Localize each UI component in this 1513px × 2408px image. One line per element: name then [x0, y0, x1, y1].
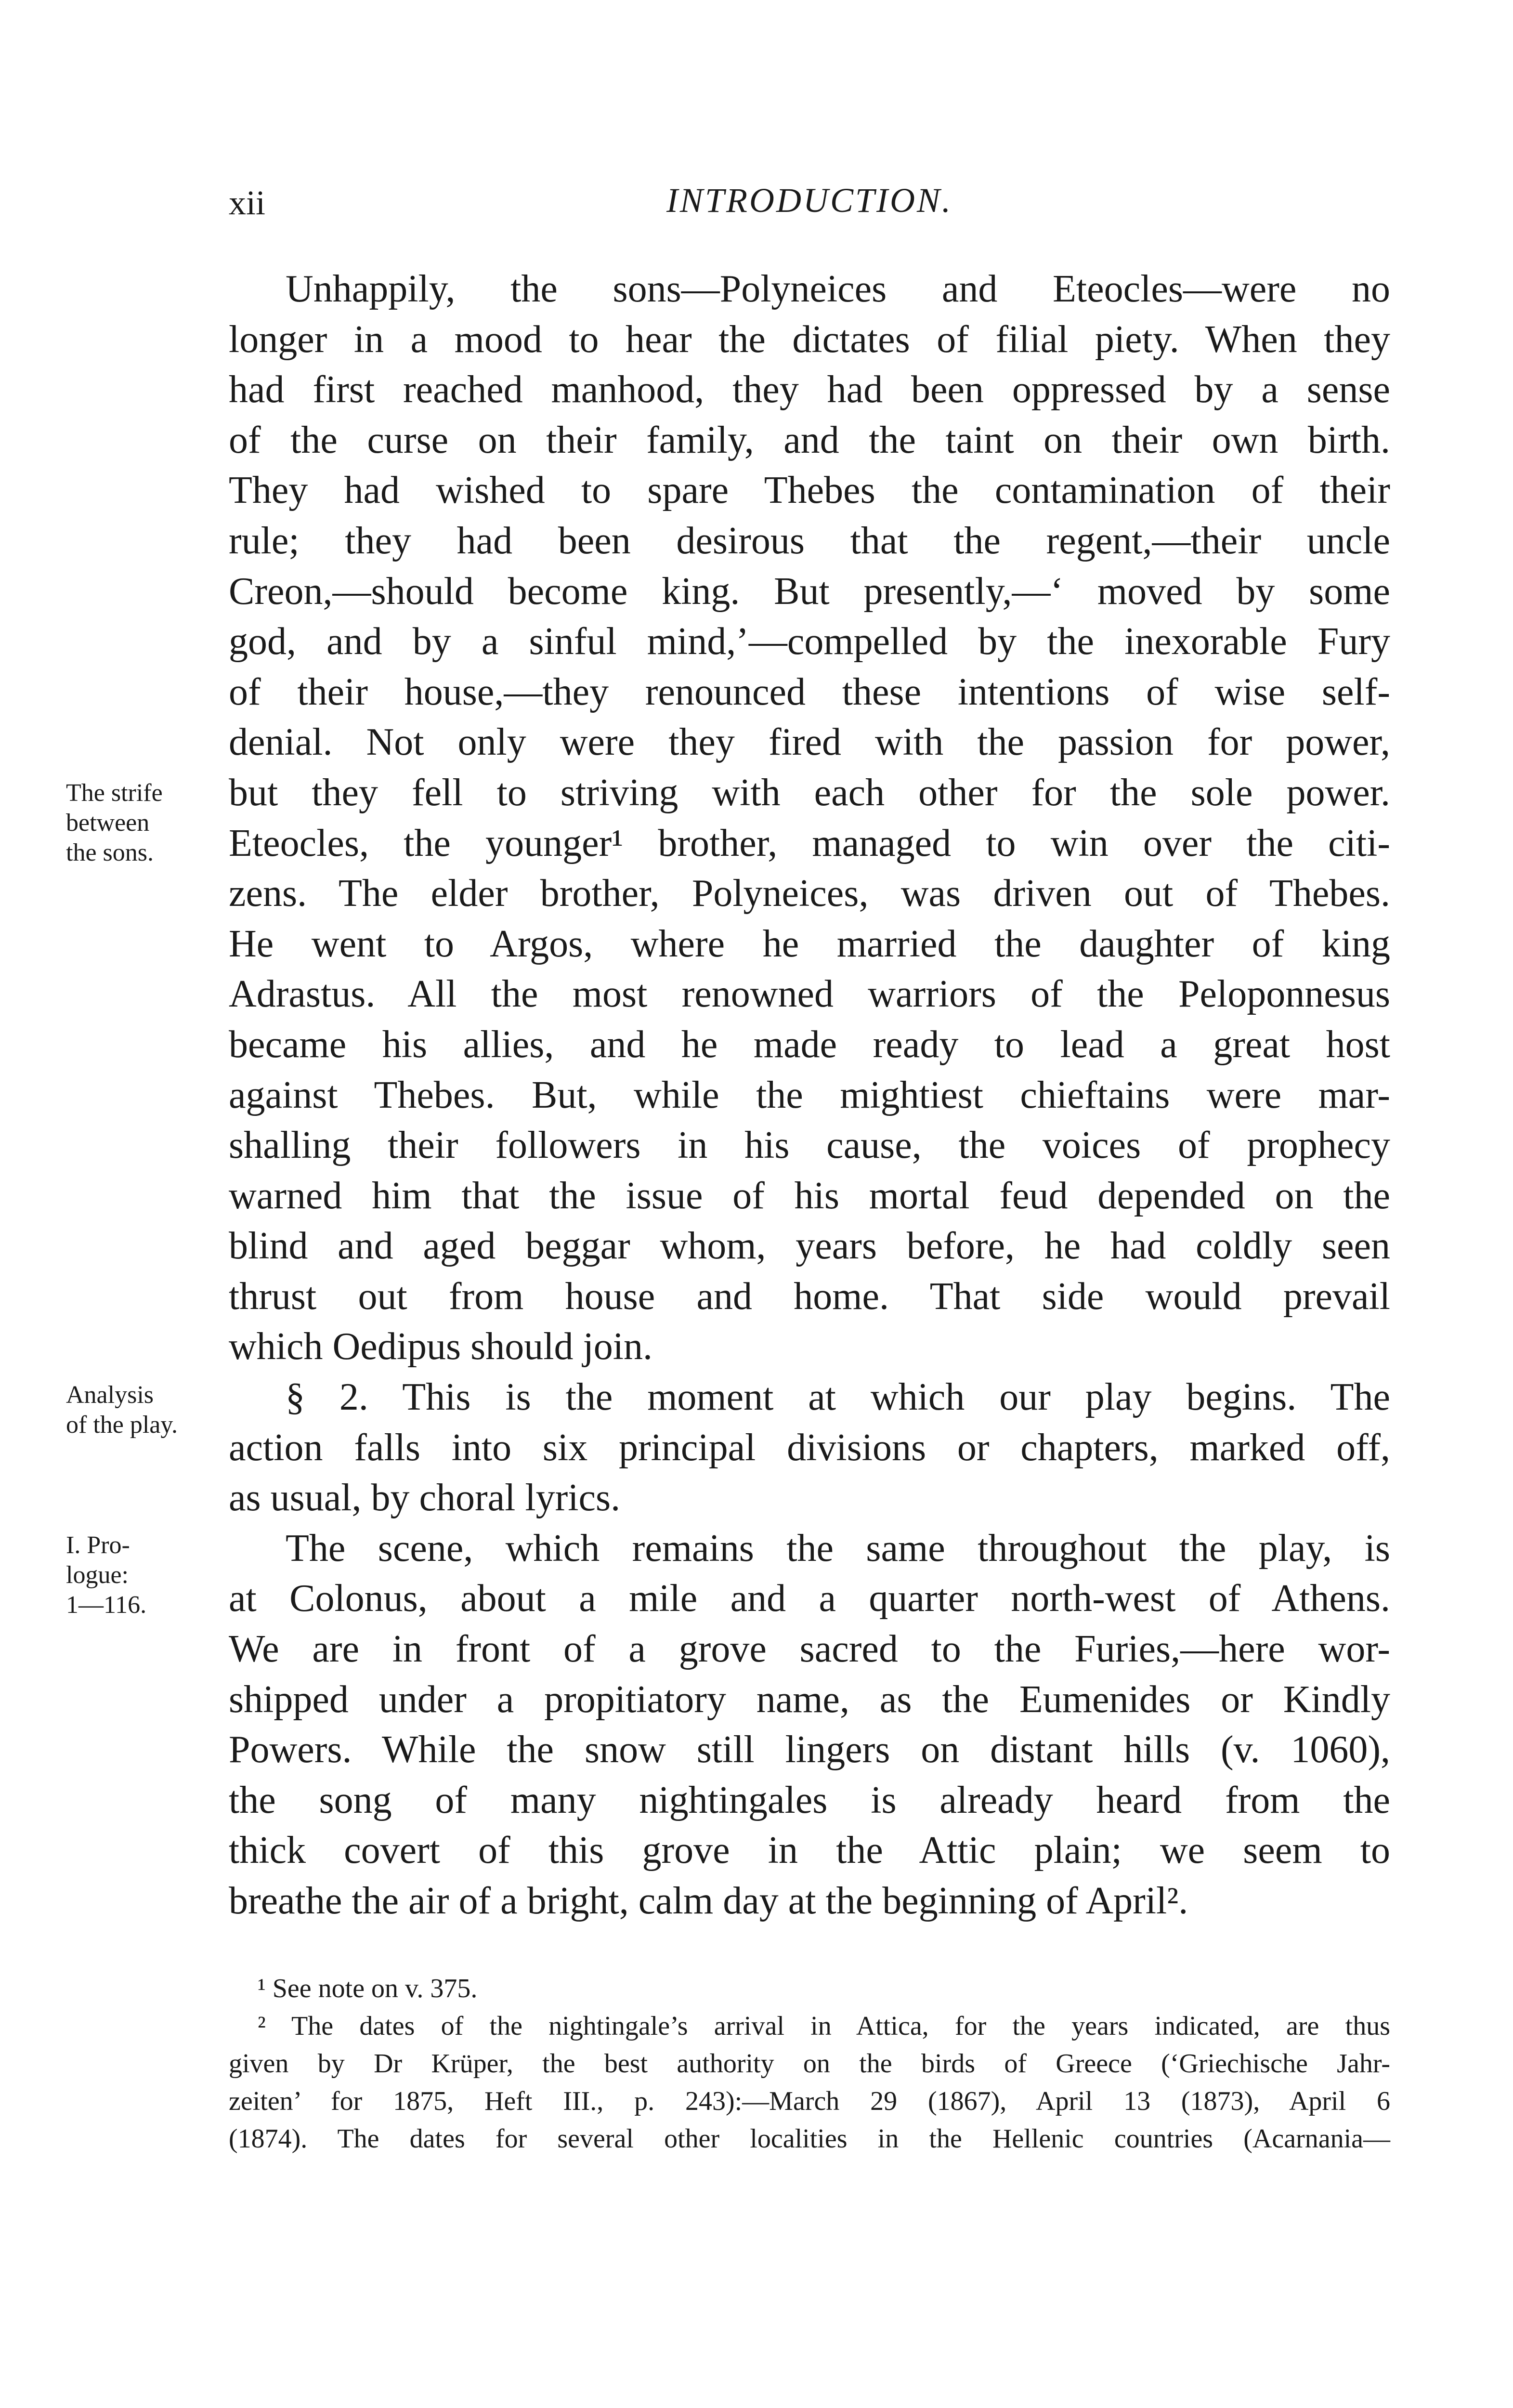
body-line: Eteocles, the younger¹ brother, managed to win over the citi- — [229, 822, 1390, 864]
body-line: against Thebes. But, while the mightiest chieftains were mar- — [229, 1073, 1390, 1116]
margin-note-prologue — [66, 1531, 146, 1620]
body-line: rule; they had been desirous that the regent,—their uncle — [229, 519, 1390, 562]
body-line: shipped under a propitiatory name, as the Eumenides or Kindly — [229, 1678, 1390, 1721]
footnote-line: ² The dates of the nightingale’s arrival in Attica, for the years indicated, are thus — [258, 2011, 1390, 2041]
body-line: became his allies, and he made ready to lead a great host — [229, 1023, 1390, 1066]
body-line: longer in a mood to hear the dictates of filial piety. When they — [229, 318, 1390, 361]
margin-note-line: the sons. — [66, 839, 154, 866]
body-line: of the curse on their family, and the taint on their own birth. — [229, 419, 1390, 461]
footnote-line: zeiten’ for 1875, Heft III., p. 243):—March 29 (1867), April 13 (1873), April 6 — [229, 2086, 1390, 2116]
body-line: They had wished to spare Thebes the contamination of their — [229, 469, 1390, 512]
body-line: action falls into six principal divisions or chapters, marked off, — [229, 1426, 1390, 1469]
running-title: INTRODUCTION. — [666, 181, 953, 220]
body-line: denial. Not only were they fired with the passion for power, — [229, 721, 1390, 764]
body-line: Unhappily, the sons—Polyneices and Eteocles—were no — [286, 268, 1390, 310]
body-line: breathe the air of a bright, calm day at the beginning of April². — [229, 1880, 1188, 1922]
body-line: which Oedipus should join. — [229, 1325, 652, 1368]
footnotes — [229, 1970, 1390, 2158]
body-line: of their house,—they renounced these intentions of wise self- — [229, 670, 1390, 713]
body-line: warned him that the issue of his mortal feud depended on the — [229, 1174, 1390, 1217]
body-line: the song of many nightingales is already heard from the — [229, 1779, 1390, 1821]
body-line: zens. The elder brother, Polyneices, was driven out of Thebes. — [229, 872, 1390, 915]
body-line: god, and by a sinful mind,’—compelled by the inexorable Fury — [229, 620, 1390, 663]
body-line: We are in front of a grove sacred to the Furies,—here wor- — [229, 1628, 1390, 1671]
body-line: shalling their followers in his cause, the voices of prophecy — [229, 1124, 1390, 1167]
body-line: He went to Argos, where he married the daughter of king — [229, 922, 1390, 965]
footnote-line: given by Dr Krüper, the best authority on the birds of Greece (‘Griechische Jahr- — [229, 2049, 1390, 2079]
body-line: Adrastus. All the most renowned warriors of the Peloponnesus — [229, 973, 1390, 1016]
margin-note-line: Analysis — [66, 1381, 154, 1409]
margin-note-analysis — [66, 1380, 178, 1440]
body-line: thrust out from house and home. That side would prevail — [229, 1275, 1390, 1318]
margin-note-line: I. Pro- — [66, 1531, 130, 1559]
page-number: xii — [229, 183, 266, 222]
body-line: but they fell to striving with each other for the sole power. — [229, 771, 1390, 814]
margin-note-line: The strife — [66, 779, 163, 807]
margin-note-line: between — [66, 809, 150, 837]
body-line: thick covert of this grove in the Attic plain; we seem to — [229, 1829, 1390, 1872]
body-text — [229, 264, 1390, 1926]
body-line: blind and aged beggar whom, years before, he had coldly seen — [229, 1225, 1390, 1268]
body-line: Powers. While the snow still lingers on distant hills (v. 1060), — [229, 1728, 1390, 1771]
margin-note-line: of the play. — [66, 1411, 178, 1439]
margin-note-line: 1—116. — [66, 1591, 147, 1619]
margin-note-strife — [66, 778, 163, 868]
body-line: Creon,—should become king. But presently,—‘ moved by some — [229, 570, 1390, 613]
body-line: at Colonus, about a mile and a quarter north-west of Athens. — [229, 1577, 1390, 1620]
margin-note-line: logue: — [66, 1561, 129, 1589]
body-line: had first reached manhood, they had been oppressed by a sense — [229, 368, 1390, 411]
body-line: as usual, by choral lyrics. — [229, 1477, 621, 1519]
footnote-line: (1874). The dates for several other localities in the Hellenic countries (Acarnania— — [229, 2124, 1390, 2154]
body-line: The scene, which remains the same throughout the play, is — [286, 1527, 1390, 1570]
body-line: § 2. This is the moment at which our play begins. The — [286, 1376, 1390, 1419]
footnote-line: ¹ See note on v. 375. — [258, 1974, 478, 2003]
